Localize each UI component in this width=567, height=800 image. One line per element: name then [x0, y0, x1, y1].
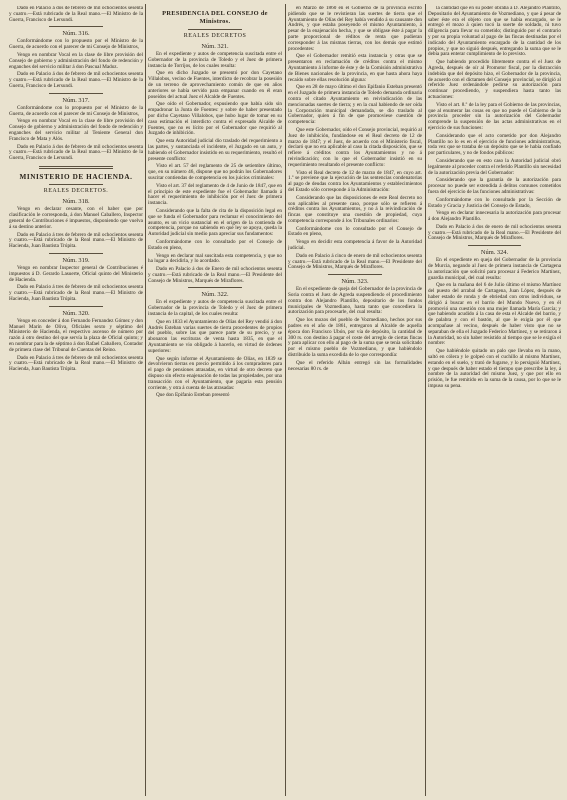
column-divider	[285, 4, 286, 796]
paragraph: Que el Gobernador remitió esta instancia y otras que se presentaron en reclamación de créditos contra el mismo Ayuntamiento á informe de éste y de la Comisión administrativa de Bienes nacionales de la provincia, en que hasta ahora haya recaído sobre ellas resolución alguna:	[288, 53, 422, 83]
paragraph: Que en dicho Juzgado se presentó por don Cayetano Villalobos, vecino de Fuentes, interdicto de recobrar la posesión de un terreno de aprovechamiento común de que en años anteriores se había servido para empanar cuando en él eran poseídos del actual Juez el Alcalde de Fuentes.	[148, 70, 282, 100]
decree-number: Núm. 322.	[201, 291, 229, 299]
paragraph: Visto el art. 8.º de la ley para el Gobierno de las provincias, que al enumerar las cosas en que no puede el Gobierno de la provincia proceder sin la autorización del Gobernador comprende la suspensión de las actas administrativas en el ejercicio de sus funciones:	[428, 101, 561, 131]
ministry-heading: MINISTERIO DE HACIENDA.	[19, 173, 133, 182]
section-subheading: REALES DECRETOS.	[43, 188, 109, 195]
paragraph: Que según informe el Ayuntamiento de Olías, en 1839 se devolvieron tierras en precio permitido á los compradores para el pago de pensiones atrasadas, en virtud de otro decreto que dispuso sin efecto enajenación de todas las propiedades, por una transacción con el Ayuntamiento, que pagaría esta pensión corriente, y otra á cuenta de las atrasadas:	[148, 355, 282, 391]
separator	[188, 29, 242, 30]
paragraph: Conformándome con lo consultado por la Sección de Estado y Gracia y Justicia del Consejo de Estado,	[428, 196, 561, 209]
decree-number: Núm. 317.	[62, 96, 90, 104]
paragraph: Dado en Palacio á tres de febrero de mil ochocientos sesenta y cuatro.—Está rubricado de la Real mano.—El Ministro de Hacienda, Juan Bautista Trúpita.	[9, 284, 143, 302]
column-divider	[145, 4, 146, 796]
paragraph: En el expediente y autos de competencia suscitada entre el Gobernador de la provincia de Toledo y el Juez de primera instancia de Torrijos, de los cuales resulta:	[148, 51, 282, 69]
decree-number: Núm. 321.	[201, 43, 229, 50]
paragraph: Considerando que la garantía de la autorización para procesar no puede ser extendida á delitos comunes cometidos fuera del ejercicio de las funciones administrativas:	[428, 177, 561, 195]
paragraph: Conformándome con lo propuesto por el Ministro de la Guerra, de acuerdo con el parecer de mi Consejo de Ministros,	[9, 38, 143, 51]
paragraph: Que habiendo procedido libremente contra el el Juez de Agreda, después de oír al Promotor fiscal, por la distracción indebida que del depósito hizo, el Gobernador de la provincia, de acuerdo con el dictamen del Consejo provincial, se dirigió al referido Juez ordenándole pedirse su autorización para continuar procediendo, y suspendiera hasta tanto las actuaciones:	[428, 59, 561, 100]
paragraph: Dado en Palacio á dos de Enero de mil ochocientos sesenta y cuatro.—Está rubricado de la Real mano.—El Presidente del Consejo de Ministros, Marqués de Miraflores.	[148, 266, 282, 284]
paragraph: Que en 1833 el Ayuntamiento de Olías del Rey vendió á don Andrés Esteban varias suertes de tierra procedentes de propios del pueblo, sobre las que parece parte de su precio, y se abonaron las escrituras de venta hasta 1835, en que el Ayuntamiento se vio obligado á hacerlo, en virtud de órdenes superiores:	[148, 318, 282, 354]
separator	[328, 274, 382, 275]
decree-number: Núm. 319.	[62, 257, 90, 265]
separator	[49, 253, 103, 254]
paragraph: Dado en Palacio á dos de enero de mil ochocientos sesenta y cuatro.—Está rubricado de la Real mano.—El Presidente del Consejo de Ministros, Marqués de Miraflores.	[428, 223, 561, 242]
section-separator	[39, 166, 113, 170]
paragraph: Que este Gobernador, oído el Consejo provincial, requirió al Juez de inhibición, fundándose en el Real decreto de 12 de marzo de 1847; y el Juez, de acuerdo con el Ministerio fiscal, declaró que no era aplicable al caso la citada disposición, que se refiere á créditos contra los Ayuntamientos y no á reivindicación; con lo que el Gobernador insistió en su requerimiento resultando el presente conflicto:	[288, 126, 422, 168]
column-1	[9, 6, 143, 375]
separator	[49, 93, 103, 94]
paragraph: Vengo en nombrar Vocal en la clase de libre provisión del Consejo de gobierno y administración del fondo de redención y enganches del servicio militar al Teniente General don Francisco de Mata y Alós.	[9, 118, 143, 142]
decree-number: Núm. 324.	[480, 249, 509, 257]
paragraph: En el expediente y autos de competencia suscitada entre el Gobernador de la provincia de Toledo y el Juez de primera instancia de la capital, de los cuales resulta:	[148, 299, 282, 318]
paragraph: Conformándome con lo consultado por el Consejo de Estado en pleno,	[288, 225, 422, 238]
paragraph: Vengo en nombrar Vocal en la clase de libre provisión del Consejo de gobierno y administración del fondo de redención y enganches del servicio militar á don Pascual Madoz.	[9, 51, 143, 70]
decree-number: Núm. 323.	[341, 278, 369, 286]
paragraph: Visto el Real decreto de 12 de marzo de 1847, en cuyo art. 1.º se previene que la ejecución de las sentencias condenatorias al pago de deudas contra los Ayuntamientos y establecimientos del Estado sólo corresponde á la Administración:	[288, 169, 422, 193]
paragraph: Vengo en conceder á don Fernando Fernandez Gómez y don Manuel Marín de Oliva, Oficiales sexto y séptimo del Ministerio de Hacienda, el respectivo ascenso de número por razón á otro destino del que servía la plaza de Oficial quinto; y en nombrar para la de séptimo á don Rafael Caballero, Contador de primera clase del Tribunal de Cuentas del Reino.	[9, 317, 143, 353]
paragraph: Que en la mañana del 6 de Julio último el mismo Martínez del puesto del arrabal de Cartagena, Juan López, después de haber estado de ronda y de ebriedad con otros individuos, se dirigió á buscar en el barrio del Mundo Nuevo, y en él promovió una cuestión con una mujer llamada María García; y que habiendo acudido á la casa de esta el Alcalde del barrio, y de palabra y con el bastón, al que le exigía por él que acompañase al vecino, después de haber visto que no se separaban de ella el Juzgado Federico Martínez, y se retiraron á la Autoridad, no sin haber resistido al tiempo que se le exigía el nombre:	[428, 282, 561, 347]
column-3	[288, 6, 422, 374]
paragraph: Vengo en declarar cesante, con el haber que por clasificación le corresponda, á don Manuel Caballero, Inspector general de Contribuciones é impuestos, disponiendo que vuelva á su destino anterior.	[9, 206, 143, 230]
paragraph: Que habiéndole quitado un palo que llevaba en la mano, saltó en cólera y le golpeó con el cuchillo al mismo Martínez, estando en el suelo, y trató de fugarse, y lo persiguió Martínez, y que después de haber estado el tiempo que prescribe la ley, á nombre de la autoridad del mismo Juez, y que por ello en prisión, le fue remitido en la suma de la causa, por lo que se le impuso su pena.	[428, 348, 561, 390]
paragraph: Que los mozos del pueblo de Vozmediano, hechos por sus padres en el año de 1861, entregaron al Alcalde de aquella época don Francisco Ubón, por vía de depósito, la cantidad de 300 rs. con destino á pagar el coste del arreglo de ciertas fincas y para aplicar con ello al pago de la suma que se tenía solicitado por el mismo pueblo de Vozmediano, y que habiéndolo distribuido la suma excedida de lo que correspondía:	[288, 317, 422, 359]
paragraph: Vengo en decidir esta competencia á favor de la Autoridad judicial.	[288, 239, 422, 252]
paragraph: la cantidad que en su poder obraba á D. Alejandro Plantillo, Depositario del Ayuntamiento de Vozmediano, y que á pesar de saber éste era el objeto con que se había encargado, se le entregó el mozo á quien tocó la suerte de soldado, ni tuvo diligencia para llevar su cometido; distinguido por el contrario y por su propia voluntad al pago de las fincas destinadas por el indicado del Ayuntamiento encargado de la cantidad de los propios, y que no siguió después, entregando la suma que se le debía para enterar cumplimiento de lo previsto.	[428, 6, 561, 58]
paragraph: Considerando que la falta de cita de la disposición legal en que se funda el Gobernador para reclamar el conocimiento del asunto, es un vicio sustancial en el origen de la contienda de competencia, porque no sabiendo en qué ley se apoya, queda la Autoridad judicial sin medio para apreciar sus fundamentos:	[148, 207, 282, 238]
separator	[188, 287, 242, 288]
separator	[468, 245, 521, 246]
paragraph: Dado en Palacio á tres de febrero de mil ochocientos sesenta y cuatro.—Está rubricado de la Real mano.—El Ministro de Hacienda, Juan Bautista Trúpita.	[9, 231, 143, 250]
paragraph: Considerando que el acto cometido por don Alejandro Plantillo no lo es en el ejercicio de funciones administrativas, toda vez que se trataba de un depósito que se le había confiado por particulares, y no de fondos públicos:	[428, 132, 561, 157]
paragraph: En el expediente de queja del Gobernador de la provincia de Soria contra el Juez de Agreda suspendiendo el procedimiento contra don Alejandro Plantillo, depositario de los fondos municipales de Vozmediano, hasta tanto que concediera la autorización para procesarle, del cual resulta:	[288, 286, 422, 316]
decree-number: Núm. 320.	[62, 309, 90, 317]
paragraph: Dado en Palacio á dos de febrero de mil ochocientos sesenta y cuatro.—Está rubricado de la Real mano.—El Ministro de la Guerra, Francisco de Lersundi.	[9, 6, 143, 23]
column-2	[148, 6, 282, 401]
paragraph: Que oído el Gobernador, expusiendo que había sido sin empadronar la Junta de Fuentes: y sobre de haber presentado por dicho Cayetano Villalobos, que hubo lugar de tomar en su caso estimación el interdicto contra el expresado Alcalde de Fuentes, que no es lícito por el Gobernador que requirió al Juzgado de inhibición.	[148, 101, 282, 137]
paragraph: Conformándome con lo consultado por el Consejo de Estado en pleno,	[148, 238, 282, 251]
paragraph: Dado en Palacio á dos de febrero de mil ochocientos sesenta y cuatro.—Está rubricado de la Real mano.—El Ministro de la Guerra, Francisco de Lersundi.	[9, 71, 143, 89]
paragraph: en Marzo de 1860 en el Gobierno de la provincia escrito pidiendo que se le revistieran las suertes de tierra que el Ayuntamiento de Olías del Rey había vendido á su causante don Andrés, y que estaba poseyendo el mismo Ayuntamiento, á pesar de la enajenación hecha, y que se obligase éste á pagar la parte proporcional de réditos de renta que pudieran corresponder á las mismas tierras, con los demás que estimó procedentes:	[288, 6, 422, 52]
paragraph: Vengo en declarar innecesaria la autorización para procesar á don Alejandro Plantillo.	[428, 210, 561, 223]
paragraph: Visto el art. 57 del reglamento de 25 de setiembre último, que, en su número 46, dispone que no podrán los Gobernadores suscitar contiendas de competencia en los juicios criminales:	[148, 163, 282, 181]
paragraph: En el expediente en queja del Gobernador de la provincia de Murcia, negando al Juez de primera instancia de Cartagena la autorización que solicitó para procesar á Federico Martínez, guardia municipal, del cual resulta:	[428, 257, 561, 281]
separator	[49, 184, 103, 185]
section-heading: PRESIDENCIA DEL CONSEJO de Ministros.	[162, 10, 268, 25]
paragraph: Que el referido Albán entregó sin las formalidades necesarias 80 rs. de	[288, 359, 422, 372]
paragraph: Dado en Palacio á cinco de enero de mil ochocientos sesenta y cuatro.—Está rubricado de la Real mano.—El Presidente del Consejo de Ministros, Marqués de Miraflores.	[288, 252, 422, 271]
paragraph: Vengo en declarar mal suscitada esta competencia, y que no ha lugar a decidirla, y lo acordado.	[148, 252, 282, 265]
paragraph: Dado en Palacio á dos de febrero de mil ochocientos sesenta y cuatro.—Está rubricado de la Real mano.—El Ministro de la Guerra, Francisco de Lersundi.	[9, 143, 143, 162]
paragraph: Conformándome con lo propuesto por el Ministro de la Guerra, de acuerdo con el parecer de mi Consejo de Ministros,	[9, 104, 143, 117]
column-4	[428, 6, 561, 392]
paragraph: Vengo en nombrar Inspector general de Contribuciones é impuestos á D. Gerardo Lasuerte, Oficial quinto del Ministerio de Hacienda.	[9, 265, 143, 283]
paragraph: Que en 28 de mayo último el don Epifanio Esteban presentó en el Juzgado de primera instancia de Toledo demanda ordinaria contra el citado Ayuntamiento en reivindicación de las mencionadas suertes de tierra; y en la cual habiendo de ser oída la Corporación municipal demandada, se dio traslado al Gobernador, quien á fin de que promoviese cuestión de competencia:	[288, 84, 422, 126]
section-subheading: REALES DECRETOS	[183, 33, 247, 39]
paragraph: Dado en Palacio á tres de febrero de mil ochocientos sesenta y cuatro.—Está rubricado de la Real mano.—El Ministro de Hacienda, Juan Bautista Trúpita.	[9, 354, 143, 373]
decree-number: Núm. 318.	[62, 198, 90, 206]
paragraph: Considerando que en esto caso la Autoridad judicial obró legalmente al proceder contra el referido Plantillo sin necesidad de la autorización previa del Gobernador:	[428, 157, 561, 176]
paragraph: Considerando que las disposiciones de este Real decreto no son aplicables al presente caso, porque sólo se refieren á créditos contra los Ayuntamientos, y no á la reivindicación de fincas que constituye una cuestión de propiedad, cuya competencia corresponde á los Tribunales ordinarios:	[288, 194, 422, 224]
separator	[49, 26, 103, 27]
decree-number: Núm. 316.	[62, 30, 90, 38]
paragraph: Que esta Autoridad judicial dio traslado del requerimiento a las partes, y sustanciada el incidente, el Juzgado en un auto, y habiendo el Gobernador insistido en su requerimiento, resultó el presente conflicto:	[148, 138, 282, 162]
paragraph: Visto el art. 37 del reglamento de 4 de Junio de 1847, que en el principio de este expediente fue el Gobernador llamado á hacer el requerimiento de inhibición por el Juez de primera instancia.	[148, 182, 282, 207]
separator	[49, 306, 103, 307]
paragraph: Que don Epifanio Esteban presentó	[156, 392, 230, 399]
column-divider	[425, 4, 426, 796]
